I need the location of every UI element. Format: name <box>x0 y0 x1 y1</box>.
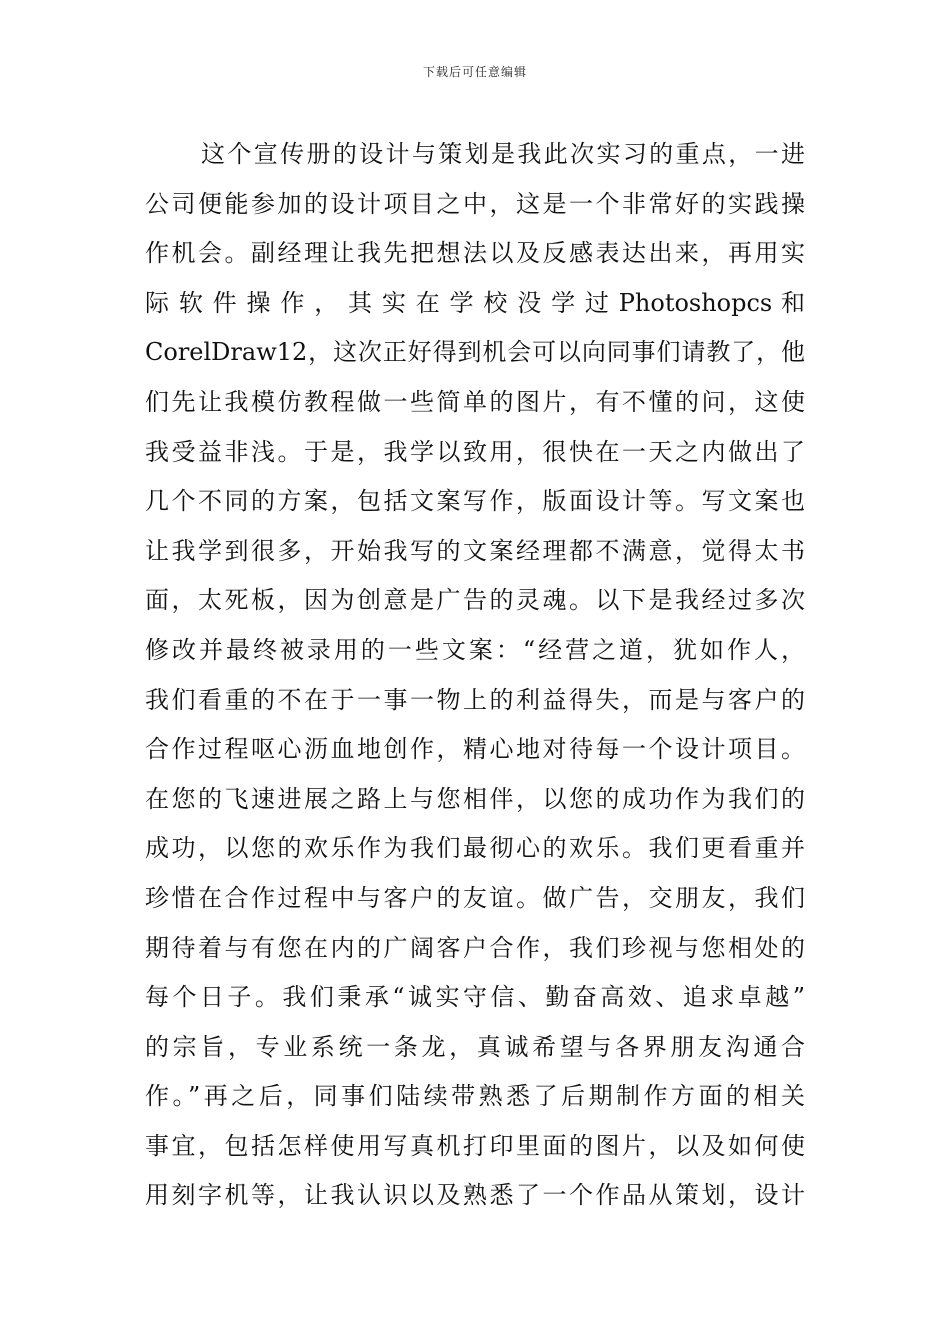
paragraph-line: 际 软 件 操 作 ， 其 实 在 学 校 没 学 过 Photoshopcs 和 <box>145 288 805 317</box>
paragraph-line: 公司便能参加的设计项目之中，这是一个非常好的实践操 <box>145 189 805 218</box>
paragraph-line: 几个不同的方案，包括文案写作，版面设计等。写文案也 <box>145 487 805 516</box>
paragraph-line: 们先让我模仿教程做一些简单的图片，有不懂的问，这使 <box>145 387 805 416</box>
paragraph-line: 修改并最终被录用的一些文案：“经营之道，犹如作人， <box>145 635 805 664</box>
paragraph-line: 我们看重的不在于一事一物上的利益得失，而是与客户的 <box>145 685 805 714</box>
body-paragraph <box>145 130 805 1221</box>
paragraph-line: 这个宣传册的设计与策划是我此次实习的重点，一进 <box>201 140 805 168</box>
paragraph-line: 成功，以您的欢乐作为我们最彻心的欢乐。我们更看重并 <box>145 834 805 863</box>
paragraph-line: 面，太死板，因为创意是广告的灵魂。以下是我经过多次 <box>145 586 805 615</box>
paragraph-line: 在您的飞速进展之路上与您相伴，以您的成功作为我们的 <box>145 784 805 813</box>
page-header: 下载后可任意编辑 <box>422 65 527 79</box>
paragraph-line: 作。”再之后，同事们陆续带熟悉了后期制作方面的相关 <box>145 1082 805 1111</box>
paragraph-line: 让我学到很多，开始我写的文案经理都不满意，觉得太书 <box>145 536 805 565</box>
paragraph-line: 珍惜在合作过程中与客户的友谊。做广告，交朋友，我们 <box>145 883 805 912</box>
paragraph-line: 作机会。副经理让我先把想法以及反感表达出来，再用实 <box>145 239 805 268</box>
paragraph-line: 用刻字机等，让我认识以及熟悉了一个作品从策划，设计 <box>145 1181 805 1210</box>
paragraph-line: 事宜，包括怎样使用写真机打印里面的图片，以及如何使 <box>145 1131 805 1160</box>
paragraph-line: CorelDraw12，这次正好得到机会可以向同事们请教了，他 <box>145 338 805 367</box>
paragraph-line: 的宗旨，专业系统一条龙，真诚希望与各界朋友沟通合 <box>145 1032 805 1061</box>
paragraph-line: 我受益非浅。于是，我学以致用，很快在一天之内做出了 <box>145 437 805 466</box>
paragraph-line: 每个日子。我们秉承“诚实守信、勤奋高效、追求卓越” <box>145 983 805 1012</box>
paragraph-line: 期待着与有您在内的广阔客户合作，我们珍视与您相处的 <box>145 933 805 962</box>
paragraph-line: 合作过程呕心沥血地创作，精心地对待每一个设计项目。 <box>145 735 805 764</box>
